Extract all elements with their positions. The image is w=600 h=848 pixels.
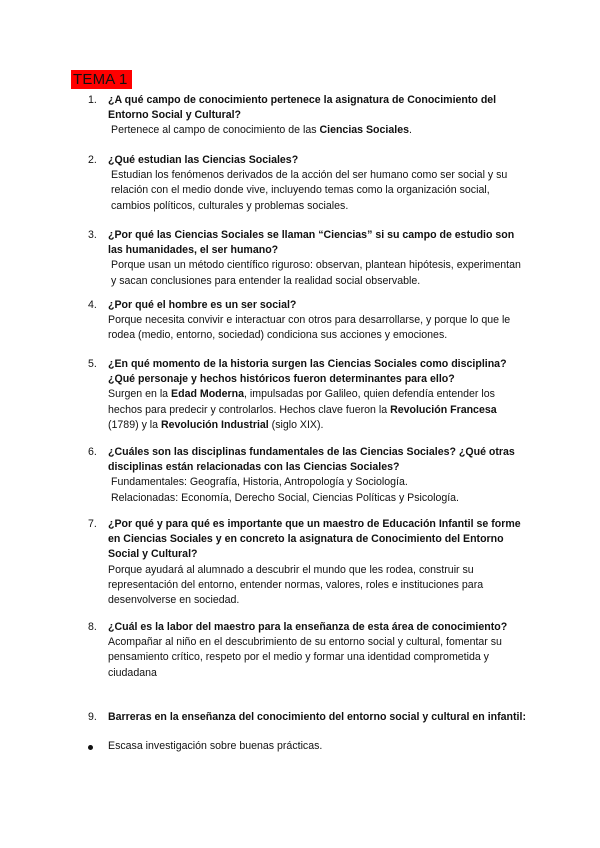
page-title: TEMA 1 — [71, 70, 132, 89]
answer-relacionadas: Relacionadas: Economía, Derecho Social, Ciencias Políticas y Psicología. — [111, 491, 460, 504]
question-text: ¿Cuáles son las disciplinas fundamentales de las Ciencias Sociales? ¿Qué otras disciplinas están relacionadas con las Ciencias Sociales? — [108, 446, 515, 474]
bullet-icon — [88, 745, 93, 750]
question-item — [88, 153, 528, 214]
list-item — [88, 739, 528, 754]
answer-text: Porque necesita convivir e interactuar con otros para desarrollarse, y porque lo que le rodea (medio, entorno, sociedad) condiciona sus acciones y emociones. — [108, 314, 511, 342]
question-item — [88, 228, 528, 289]
question-item — [88, 445, 528, 506]
question-item — [88, 298, 528, 344]
question-number: 4. — [88, 299, 97, 311]
question-text: ¿En qué momento de la historia surgen las Ciencias Sociales como disciplina? ¿Qué personaje y hechos históricos fueron determinantes para ello? — [108, 358, 507, 386]
question-text: Barreras en la enseñanza del conocimiento del entorno social y cultural en infantil: — [108, 711, 526, 723]
question-item — [88, 620, 528, 681]
question-text: ¿Cuál es la labor del maestro para la enseñanza de esta área de conocimiento? — [108, 621, 508, 633]
bullet-text: Escasa investigación sobre buenas prácticas. — [108, 740, 323, 752]
answer-text: Estudian los fenómenos derivados de la acción del ser humano como ser social y su relación con el medio donde vive, incluyendo temas como la organización social, cambios políticos, culturales y problemas sociales. — [111, 169, 508, 212]
answer-text: Acompañar al niño en el descubrimiento de su entorno social y cultural, fomentar su pensamiento crítico, respeto por el medio y formar una identidad comprometida y ciudadana — [108, 636, 502, 679]
question-text: ¿Por qué las Ciencias Sociales se llaman “Ciencias” si su campo de estudio son las humanidades, el ser humano? — [108, 229, 515, 257]
question-text: ¿Por qué el hombre es un ser social? — [108, 299, 297, 311]
question-text: ¿Por qué y para qué es importante que un maestro de Educación Infantil se forme en Ciencias Sociales y en concreto la asignatura de Conocimiento del Entorno Social y Cultural? — [108, 518, 521, 561]
answer-text: Porque ayudará al alumnado a descubrir el mundo que les rodea, construir su representación del entorno, entender normas, valores, roles e instituciones para desenvolverse en sociedad. — [108, 563, 484, 607]
question-number: 1. — [88, 94, 97, 106]
question-item — [88, 517, 528, 608]
question-item — [88, 357, 528, 433]
question-number: 5. — [88, 358, 97, 370]
answer-text: Porque usan un método científico riguroso: observan, plantean hipótesis, experimentan y sacan conclusiones para entender la realidad social observable. — [111, 259, 521, 287]
answer-fundamentales: Fundamentales: Geografía, Historia, Antropología y Sociología. — [111, 476, 408, 489]
question-text: ¿A qué campo de conocimiento pertenece la asignatura de Conocimiento del Entorno Social y Cultural? — [108, 94, 497, 122]
answer-text: Pertenece al campo de conocimiento de las Ciencias Sociales. — [111, 124, 412, 137]
question-number: 9. — [88, 711, 97, 723]
question-item — [88, 710, 528, 725]
question-text: ¿Qué estudian las Ciencias Sociales? — [108, 154, 299, 166]
question-number: 2. — [88, 154, 97, 166]
question-number: 3. — [88, 229, 97, 241]
question-number: 6. — [88, 446, 97, 458]
question-number: 8. — [88, 621, 97, 633]
question-number: 7. — [88, 518, 97, 530]
question-item — [88, 93, 528, 139]
answer-text: Surgen en la Edad Moderna, impulsadas por Galileo, quien defendía entender los hechos para predecir y controlarlos. Hechos clave fueron la Revolución Francesa (1789) y la Revolución Industrial (siglo XIX). — [108, 388, 497, 431]
